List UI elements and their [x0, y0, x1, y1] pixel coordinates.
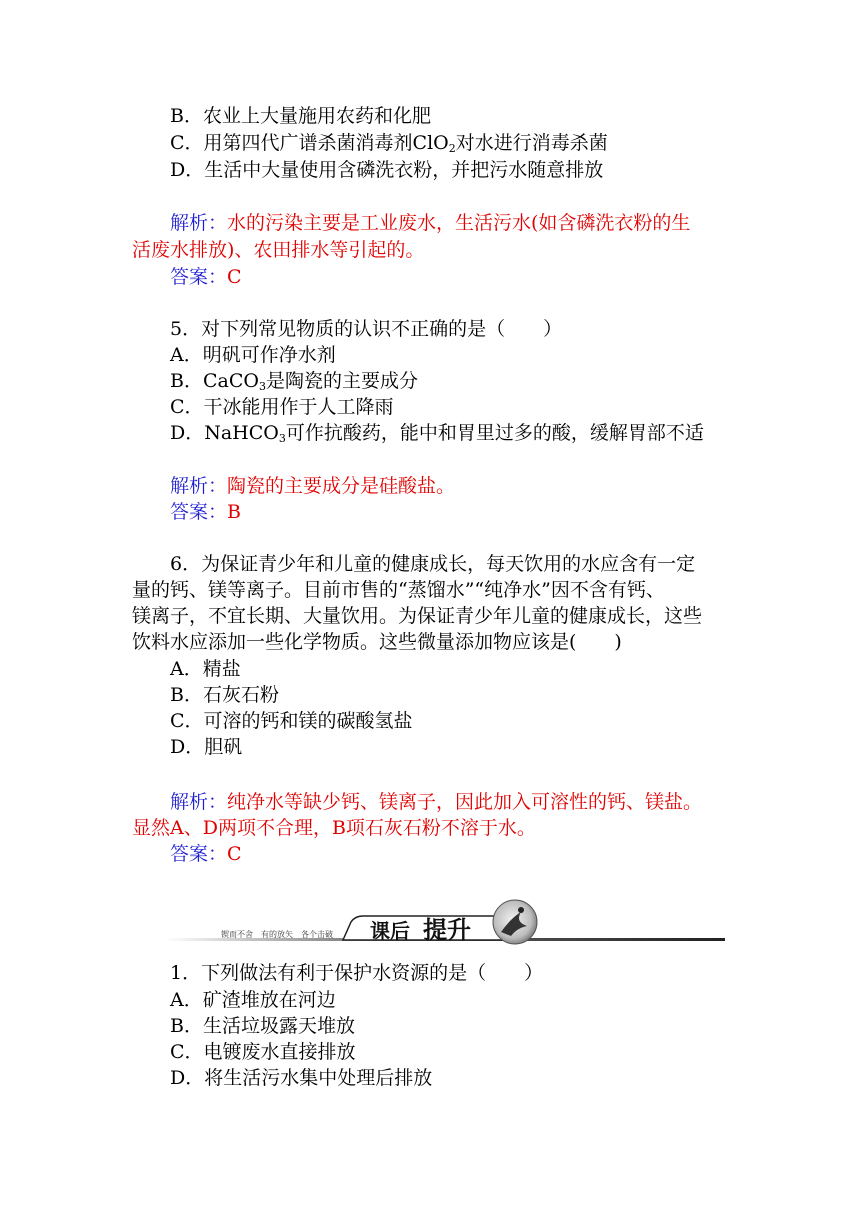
- banner-motto: 锲而不舍 有的放矢 各个击破: [221, 930, 333, 939]
- q5-answer-value: B: [227, 501, 241, 523]
- q5-option-d-subscript: 3: [278, 432, 286, 445]
- banner-title-big: 提升: [423, 915, 471, 944]
- q4-answer: [170, 264, 242, 290]
- q6-answer-value: C: [227, 843, 242, 865]
- q4-option-c-text: C．用第四代广谱杀菌消毒剂ClO: [170, 132, 449, 154]
- banner-orb-icon: [493, 900, 537, 944]
- q5-option-b-text-end: 是陶瓷的主要成分: [265, 370, 418, 392]
- q4-analysis-line2: 活废水排放)、农田排水等引起的。: [132, 239, 425, 261]
- q5-option-b-text: B．CaCO: [170, 370, 259, 392]
- q5-answer-label: 答案：: [170, 501, 228, 523]
- banner-title-small: 课后: [370, 919, 410, 943]
- p1-option-d: D．将生活污水集中处理后排放: [170, 1067, 433, 1089]
- q5-option-b: [170, 368, 418, 394]
- q5-analysis: [170, 473, 455, 499]
- q4-option-b: B．农业上大量施用农药和化肥: [170, 105, 431, 127]
- q6-analysis-line2: 显然A、D两项不合理，B项石灰石粉不溶于水。: [132, 817, 536, 839]
- q5-option-b-subscript: 3: [258, 380, 266, 393]
- q4-answer-value: C: [227, 266, 242, 288]
- q6-analysis-label: 解析：: [170, 791, 228, 813]
- q5-option-d-text-end: 可作抗酸药，能中和胃里过多的酸，缓解胃部不适: [285, 422, 704, 444]
- q6-stem-line3: 镁离子，不宜长期、大量饮用。为保证青少年儿童的健康成长，这些: [132, 605, 703, 627]
- q5-option-a: A．明矾可作净水剂: [170, 344, 336, 366]
- q5-option-d-text: D．NaHCO: [170, 422, 279, 444]
- section-banner: [165, 898, 725, 950]
- q4-option-d: D．生活中大量使用含磷洗衣粉，并把污水随意排放: [170, 159, 604, 181]
- q4-analysis-label: 解析：: [170, 212, 228, 234]
- q6-option-c: C．可溶的钙和镁的碳酸氢盐: [170, 710, 413, 732]
- q6-analysis: [170, 789, 702, 815]
- p1-option-a: A．矿渣堆放在河边: [170, 989, 336, 1011]
- q6-option-b: B．石灰石粉: [170, 684, 279, 706]
- p1-option-c: C．电镀废水直接排放: [170, 1041, 356, 1063]
- q4-option-c-subscript: 2: [448, 142, 456, 155]
- q5-answer: [170, 499, 241, 525]
- q5-option-d: [170, 420, 704, 446]
- p1-stem: 1．下列做法有利于保护水资源的是（ ）: [170, 962, 544, 984]
- q4-option-c: [170, 130, 608, 156]
- q4-analysis: [170, 210, 690, 236]
- q5-stem: 5．对下列常见物质的认识不正确的是（ ）: [170, 318, 563, 340]
- q4-analysis-text: 水的污染主要是工业废水，生活污水(如含磷洗衣粉的生: [227, 212, 691, 234]
- q6-answer: [170, 841, 242, 867]
- q6-stem-line2: 量的钙、镁等离子。目前市售的“蒸馏水”“纯净水”因不含有钙、: [132, 579, 665, 601]
- q4-option-c-text-end: 对水进行消毒杀菌: [455, 132, 608, 154]
- q6-option-a: A．精盐: [170, 658, 241, 680]
- q6-stem-line4: 饮料水应添加一些化学物质。这些微量添加物应该是( ): [132, 631, 622, 653]
- q6-option-d: D．胆矾: [170, 736, 243, 758]
- q5-analysis-label: 解析：: [170, 475, 228, 497]
- q5-option-c: C．干冰能用作于人工降雨: [170, 396, 394, 418]
- q6-answer-label: 答案：: [170, 843, 228, 865]
- q6-stem-line1: 6．为保证青少年和儿童的健康成长，每天饮用的水应含有一定: [170, 553, 696, 575]
- q6-analysis-text: 纯净水等缺少钙、镁离子，因此加入可溶性的钙、镁盐。: [227, 791, 703, 813]
- q5-analysis-text: 陶瓷的主要成分是硅酸盐。: [227, 475, 456, 497]
- p1-option-b: B．生活垃圾露天堆放: [170, 1015, 355, 1037]
- q4-answer-label: 答案：: [170, 266, 228, 288]
